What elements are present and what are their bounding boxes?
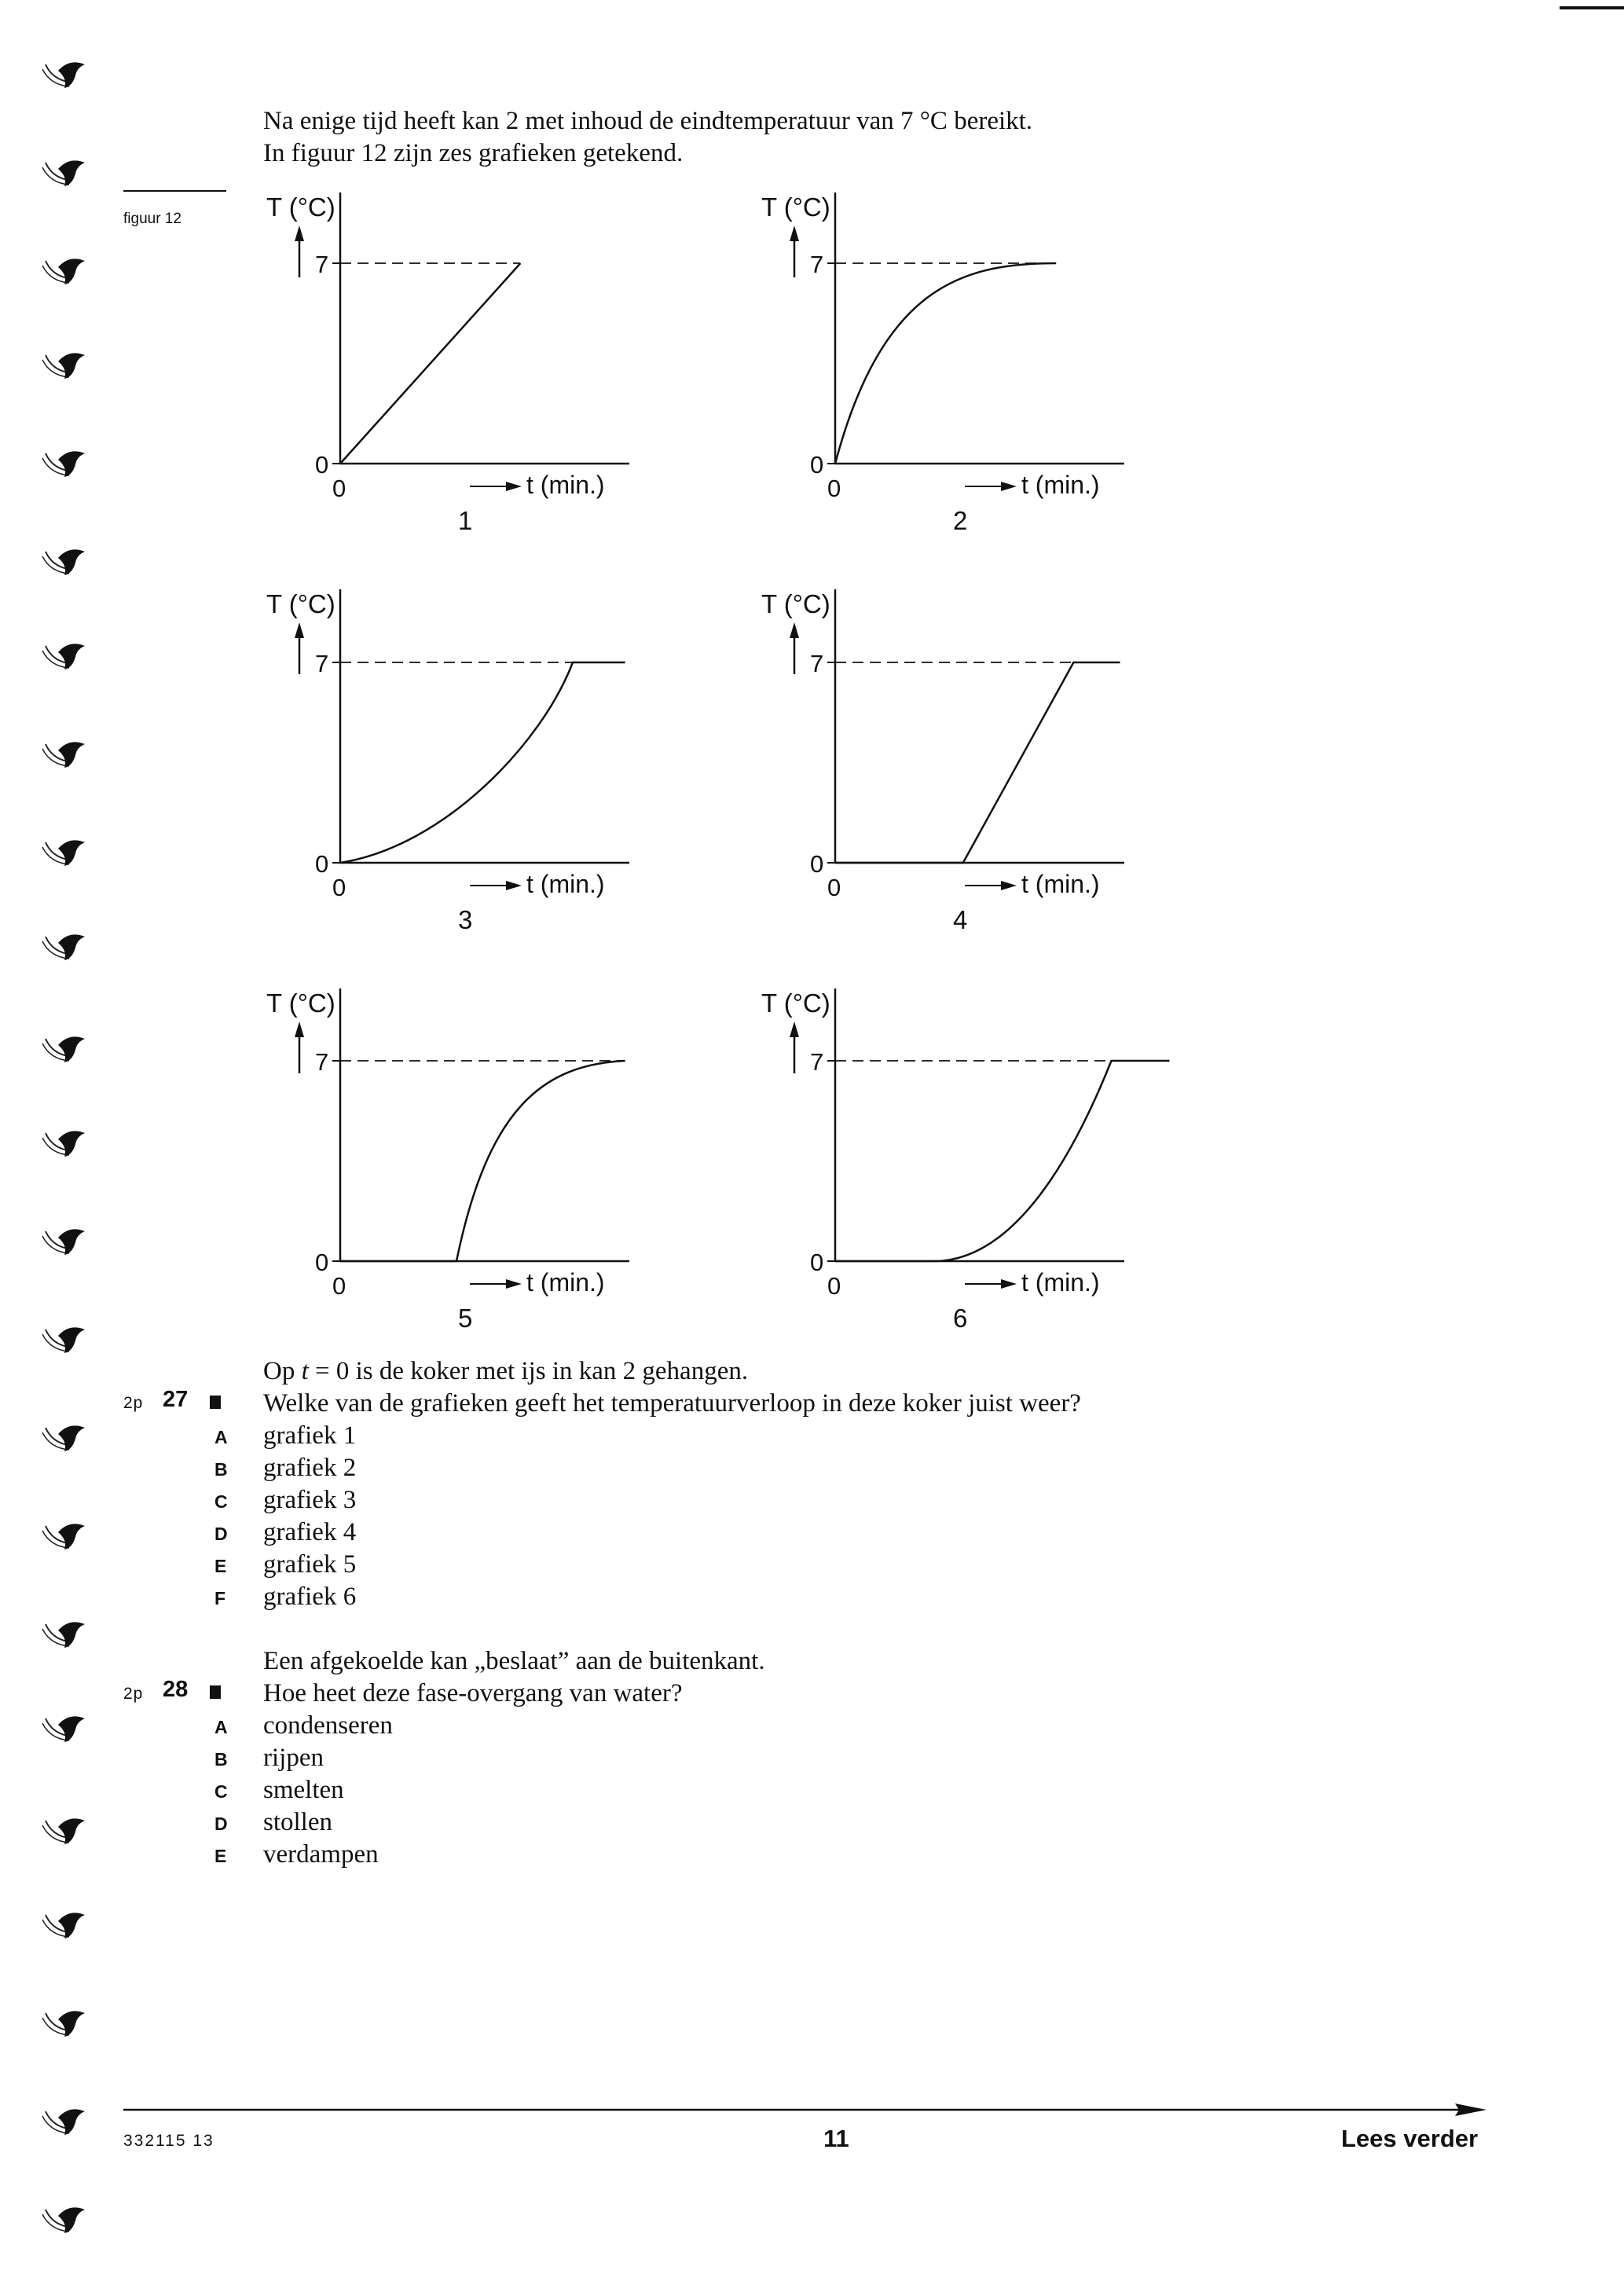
graph-3-curve <box>340 662 625 863</box>
graph-1-x-label: t (min.) <box>526 471 605 499</box>
q27-context-prefix: Op <box>263 1357 302 1385</box>
graph-5-number: 5 <box>458 1304 473 1333</box>
q27-option-b-letter[interactable]: B <box>214 1459 228 1480</box>
graph-5-x-arrow-head <box>506 1279 522 1289</box>
q27-option-f-text[interactable]: grafiek 6 <box>263 1583 357 1611</box>
binding-ring-mark <box>41 1701 88 1748</box>
graph-4-x-arrow-head <box>1001 881 1017 890</box>
q27-context <box>263 1355 748 1388</box>
graph-3-y-label: T (°C) <box>266 589 335 618</box>
graph-2-x-label: t (min.) <box>1021 471 1100 499</box>
q27-option-d-text[interactable]: grafiek 4 <box>263 1518 357 1546</box>
graph-1-number: 1 <box>458 506 473 535</box>
graph-1-tick-label-7: 7 <box>315 251 329 278</box>
q27-marker-square <box>210 1396 221 1409</box>
graph-6-x-label: t (min.) <box>1021 1268 1100 1297</box>
graph-4-y-arrow-head <box>790 622 799 638</box>
q27-option-e-letter[interactable]: E <box>214 1556 227 1576</box>
q27-context-variable: t <box>301 1357 309 1385</box>
graph-2-x-arrow-head <box>1001 482 1017 491</box>
q27-option-b-text[interactable]: grafiek 2 <box>263 1454 357 1482</box>
graph-1-tick-label-0: 0 <box>315 451 329 479</box>
graph-3-tick-label-7: 7 <box>315 650 329 677</box>
graph-4-y-label: T (°C) <box>761 589 830 618</box>
graph-2-number: 2 <box>953 506 968 535</box>
q27-question: Welke van de grafieken geeft het temperatuurverloop in deze koker juist weer? <box>263 1389 1081 1418</box>
q28-option-e-text[interactable]: verdampen <box>263 1840 379 1869</box>
graph-4-x-label: t (min.) <box>1021 870 1100 898</box>
graph-1-x-tick-label-0: 0 <box>332 475 346 502</box>
binding-ring-mark <box>41 1803 88 1850</box>
graph-6-tick-label-0: 0 <box>810 1249 824 1276</box>
graph-6-x-arrow-head <box>1001 1279 1017 1289</box>
graph-3-x-label: t (min.) <box>526 870 605 898</box>
q27-option-a-letter[interactable]: A <box>214 1427 228 1447</box>
q27-option-e-text[interactable]: grafiek 5 <box>263 1550 357 1579</box>
graph-3-tick-label-0: 0 <box>315 850 329 878</box>
graph-5-x-label: t (min.) <box>526 1268 605 1297</box>
graph-3-x-tick-label-0: 0 <box>332 874 346 901</box>
graph-4-tick-label-7: 7 <box>810 650 824 677</box>
graph-6-number: 6 <box>953 1304 968 1333</box>
intro-line-2: In figuur 12 zijn zes grafieken getekend. <box>263 139 684 167</box>
graph-1-y-label: T (°C) <box>266 193 335 222</box>
graph-6-tick-label-7: 7 <box>810 1048 824 1076</box>
q28-option-d-letter[interactable]: D <box>214 1814 228 1834</box>
graph-6-x-tick-label-0: 0 <box>827 1272 841 1300</box>
q28-option-c-text[interactable]: smelten <box>263 1776 344 1804</box>
q28-number: 28 <box>163 1677 189 1702</box>
q28-option-d-text[interactable]: stollen <box>263 1808 332 1836</box>
graph-4-number: 4 <box>953 905 968 934</box>
graph-2-tick-label-7: 7 <box>810 251 824 278</box>
q27-number: 27 <box>163 1387 189 1412</box>
graph-2-tick-label-0: 0 <box>810 451 824 479</box>
q28-option-a-text[interactable]: condenseren <box>263 1711 393 1740</box>
graph-5-y-label: T (°C) <box>266 988 335 1018</box>
graph-5-curve <box>340 1061 625 1261</box>
q27-context-suffix: = 0 is de koker met ijs in kan 2 gehangen. <box>308 1357 749 1385</box>
footer-code: 332115 13 <box>123 2132 214 2150</box>
binding-ring-mark <box>41 2192 88 2239</box>
binding-ring-mark <box>41 1607 88 1654</box>
q28-option-b-letter[interactable]: B <box>214 1749 228 1770</box>
binding-ring-mark <box>41 2094 88 2141</box>
graph-2-x-tick-label-0: 0 <box>827 475 841 502</box>
graph-5-x-tick-label-0: 0 <box>332 1272 346 1300</box>
q27-option-f-letter[interactable]: F <box>214 1588 226 1608</box>
q28-option-a-letter[interactable]: A <box>214 1717 228 1737</box>
graph-2-y-label: T (°C) <box>761 193 830 222</box>
graph-6-curve <box>835 1061 1170 1261</box>
binding-ring-mark <box>41 1996 88 2043</box>
footer-arrow-rule <box>123 2102 1487 2118</box>
binding-ring-mark <box>41 1509 88 1556</box>
q28-option-e-letter[interactable]: E <box>214 1846 227 1866</box>
q28-context: Een afgekoelde kan „beslaat” aan de buitenkant. <box>263 1647 765 1675</box>
graph-1-y-arrow-head <box>295 226 304 241</box>
q27-option-c-text[interactable]: grafiek 3 <box>263 1486 357 1514</box>
graph-3-number: 3 <box>458 905 473 934</box>
q28-question: Hoe heet deze fase-overgang van water? <box>263 1679 683 1707</box>
graph-2-y-arrow-head <box>790 226 799 241</box>
graph-2-curve <box>835 263 1056 464</box>
page-number: 11 <box>823 2125 849 2152</box>
graph-1-curve <box>340 263 520 464</box>
graph-6-y-arrow-head <box>790 1021 799 1037</box>
graph-5-tick-label-7: 7 <box>315 1048 329 1076</box>
graph-5-tick-label-0: 0 <box>315 1249 329 1276</box>
q27-option-a-text[interactable]: grafiek 1 <box>263 1421 357 1450</box>
graph-3-x-arrow-head <box>506 881 522 890</box>
graph-5-y-arrow-head <box>295 1021 304 1037</box>
graph-6-y-label: T (°C) <box>761 988 830 1018</box>
graph-4-tick-label-0: 0 <box>810 850 824 878</box>
q27-points: 2p <box>123 1394 144 1412</box>
q27-option-c-letter[interactable]: C <box>214 1491 228 1512</box>
q28-option-c-letter[interactable]: C <box>214 1781 228 1802</box>
q27-option-d-letter[interactable]: D <box>214 1524 228 1544</box>
q28-marker-square <box>210 1685 221 1699</box>
figure-label: figuur 12 <box>123 211 181 227</box>
intro-line-1: Na enige tijd heeft kan 2 met inhoud de eindtemperatuur van 7 °C bereikt. <box>263 107 1033 135</box>
binding-ring-mark <box>41 1410 88 1458</box>
lees-verder-link[interactable]: Lees verder <box>1341 2125 1479 2152</box>
graph-4-x-tick-label-0: 0 <box>827 874 841 901</box>
graph-3-y-arrow-head <box>295 622 304 638</box>
graph-1-x-arrow-head <box>506 482 522 491</box>
q28-points: 2p <box>123 1685 144 1703</box>
binding-ring-mark <box>41 1898 88 1945</box>
q28-option-b-text[interactable]: rijpen <box>263 1744 324 1772</box>
graph-4-curve <box>835 662 1120 863</box>
